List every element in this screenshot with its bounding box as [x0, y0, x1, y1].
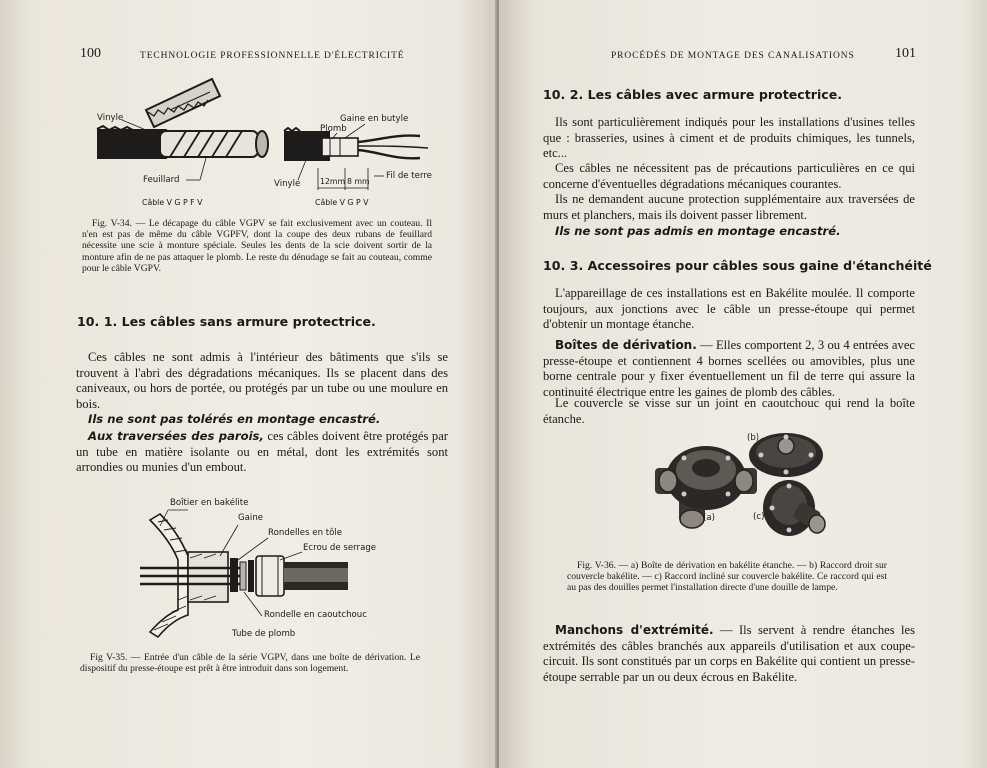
lead-term: Manchons d'extrémité.	[555, 623, 714, 637]
label-rondelle-caoutchouc: Rondelle en caoutchouc	[264, 610, 367, 620]
paragraph	[543, 623, 915, 685]
paragraph-text: ces câbles doivent être protégés par un tube en matière isolante ou en métal, dont les extrémités sont arrondies ou munies d'un embout.	[76, 429, 448, 475]
label-gaine-butyle: Gaine en butyle	[340, 114, 409, 124]
caption-prefix: Fig V-35.	[90, 652, 128, 663]
label-cable-vgpfv: Câble V G P F V	[142, 198, 203, 207]
section-heading-10-1: 10. 1. Les câbles sans armure protectrice.	[77, 314, 376, 329]
paragraph: Ils ne demandent aucune protection supplémentaire aux traversées de murs et planchers, mais ils doivent passer librement.	[543, 192, 915, 222]
label-rondelles-tole: Rondelles en tôle	[268, 528, 343, 538]
paragraph: Ils sont particulièrement indiqués pour les installations d'usines telles que : brasseries, usines à ciment et de produits chimiques, les tunnels, etc...	[543, 115, 915, 161]
figure-v36-caption	[567, 560, 887, 594]
figure-v35-caption	[80, 652, 420, 674]
paragraph-text: — Ils servent à rendre étanches les extrémités des câbles branchés aux appareils d'utilisation et aux coupe-circuit. Ils sont constitués par un corps en Bakélite qui contient un presse-étoupe serrable par un ou deux écrous en Bakélite.	[543, 623, 915, 684]
running-head: PROCÉDÉS DE MONTAGE DES CANALISATIONS	[611, 51, 855, 61]
cover-fitting-b	[749, 433, 823, 477]
page-number: 101	[895, 46, 916, 61]
emphasis-text: Ils ne sont pas tolérés en montage encastré.	[88, 412, 381, 426]
paragraph: Le couvercle se visse sur un joint en caoutchouc qui rend la boîte étanche.	[543, 396, 915, 426]
label-vinyle-left: Vinyle	[97, 113, 124, 123]
label-dim-12mm: 12mm	[320, 177, 346, 186]
paragraph: Ces câbles ne nécessitent pas de précautions particulières en ce qui concerne d'éventuelles dégradations mécaniques courantes.	[543, 161, 915, 191]
emphasis-text: Aux traversées des parois,	[88, 429, 264, 443]
caption-prefix: Fig. V-36.	[577, 560, 616, 571]
label-gaine: Gaine	[238, 513, 264, 523]
label-fig36-b: (b)	[747, 433, 760, 443]
caption-text: — Le décapage du câble VGPV se fait exclusivement avec un couteau. Il n'en est pas de même du câble VGPFV, dont la coupe des deux rubans de feuillard nécessite une scie à monture spéciale. Seules les dents de la scie doivent sortir de la monture afin de ne pas attaquer le plomb. Le reste du dénudage se fait au couteau, comme pour le câble VGPV.	[82, 218, 432, 274]
label-boitier-bakelite: Boîtier en bakélite	[170, 498, 249, 508]
page-number: 100	[80, 46, 101, 61]
cover-fitting-c	[763, 480, 825, 536]
section-heading-10-3: 10. 3. Accessoires pour câbles sous gaine d'étanchéité	[543, 258, 932, 273]
paragraph: L'appareillage de ces installations est en Bakélite moulée. Il comporte toujours, aux jonctions avec le câble un presse-étoupe qui permet d'obtenir un montage étanche.	[543, 286, 915, 332]
emphasis-text: Ils ne sont pas admis en montage encastré.	[555, 224, 841, 238]
figure-v35-drawing	[0, 0, 497, 650]
paragraph: Ces câbles ne sont admis à l'intérieur des bâtiments que s'ils se trouvent à l'abri des dégradations mécaniques. Ils se placent dans des caniveaux, ou hors de portée, ou protégés par un tube ou une moulure en bois.	[76, 350, 448, 411]
label-fig36-c: (c)	[753, 512, 765, 522]
label-dim-8mm: 8 mm	[347, 177, 370, 186]
section-heading-10-2: 10. 2. Les câbles avec armure protectrice.	[543, 87, 843, 102]
label-fig36-a: (a)	[703, 513, 715, 523]
right-page	[499, 0, 987, 768]
figure-v36-photo	[499, 0, 987, 560]
label-feuillard: Feuillard	[143, 175, 180, 185]
caption-prefix: Fig. V-34.	[92, 218, 132, 229]
paragraph-text: — Elles comportent 2, 3 ou 4 entrées avec presse-étoupe et contiennent 4 bornes scellées ou amovibles, plus une borne centrale pour y fixer éventuellement un fil de terre qui assure la continuité électrique entre les gaines de plomb des câbles.	[543, 338, 916, 399]
label-plomb: Plomb	[320, 124, 347, 134]
caption-text: — a) Boîte de dérivation en bakélite étanche. — b) Raccord droit sur couvercle bakélite. — c) Raccord incliné sur couvercle bakélite. Ce raccord qui est au pas des douilles permet l'installation directe d'une douille de lampe.	[567, 560, 887, 594]
caption-text: — Entrée d'un câble de la série VGPV, dans une boîte de dérivation. Le dispositif du presse-étoupe est prêt à être introduit dans son logement.	[80, 652, 420, 675]
label-vinyle-right: Vinyle	[274, 179, 301, 189]
label-ecrou-serrage: Ecrou de serrage	[303, 543, 377, 553]
lead-term: Boîtes de dérivation.	[555, 338, 697, 352]
label-fil-de-terre: Fil de terre	[386, 171, 432, 181]
label-tube-plomb: Tube de plomb	[232, 629, 296, 639]
running-head: TECHNOLOGIE PROFESSIONNELLE D'ÉLECTRICITÉ	[140, 51, 405, 61]
label-cable-vgpv: Câble V G P V	[315, 198, 369, 207]
